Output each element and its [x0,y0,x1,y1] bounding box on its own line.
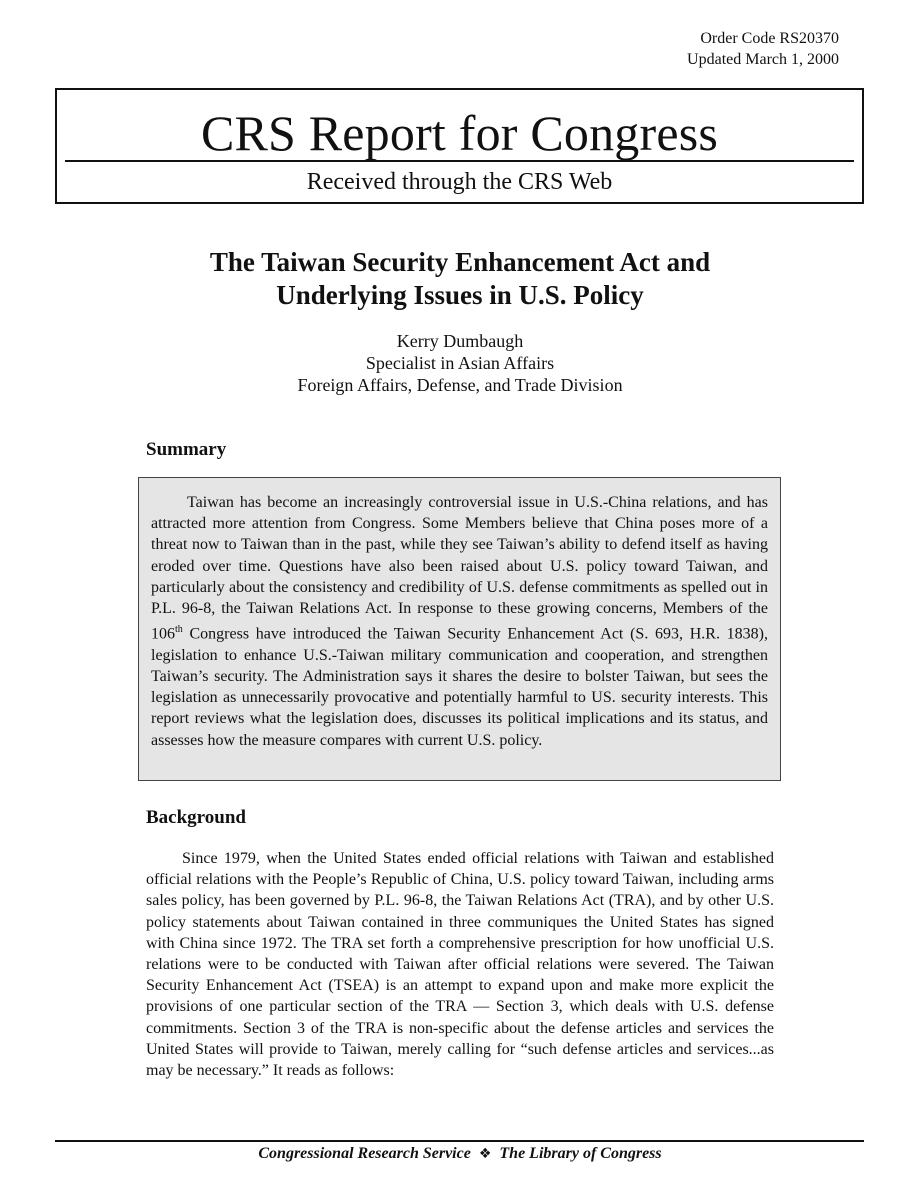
footer-library: The Library of Congress [499,1145,662,1162]
report-title [140,246,780,312]
background-heading: Background [146,807,246,828]
author-name: Kerry Dumbaugh [396,331,524,351]
header-divider [65,160,854,162]
author-division: Foreign Affairs, Defense, and Trade Division [297,375,623,395]
summary-heading: Summary [146,439,227,460]
order-code-block [687,28,839,70]
report-title-line1: The Taiwan Security Enhancement Act and [209,247,711,277]
author-block [140,330,780,396]
updated-date: Updated March 1, 2000 [687,51,839,68]
summary-paragraph [151,492,768,751]
footer-crs: Congressional Research Service [258,1145,471,1162]
order-code: Order Code RS20370 [700,30,839,47]
crs-report-title: CRS Report for Congress [200,105,719,161]
diamond-ornament-icon: ❖ [478,1146,492,1162]
footer-divider [55,1140,864,1142]
author-position: Specialist in Asian Affairs [365,353,555,373]
background-paragraph: Since 1979, when the United States ended official relations with Taiwan and established official relations with the People’s Republic of China, U.S. policy toward Taiwan, including arms sales policy, has been governed by P.L. 96-8, the Taiwan Relations Act (TRA), and by other U.S. policy statements about Taiwan contained in three communiques the United States has signed with China since 1972. The TRA set forth a comprehensive prescription for how unofficial U.S. relations were to be conducted with Taiwan after official relations were severed. The Taiwan Security Enhancement Act (TSEA) is an attempt to expand upon and make more explicit the provisions of one particular section of the TRA — Section 3, which deals with U.S. defense commitments. Section 3 of the TRA is non-specific about the defense articles and services the United States will provide to Taiwan, merely calling for “such defense articles and services...as may be necessary.” It reads as follows: [146,850,774,1080]
summary-text-part2: Congress have introduced the Taiwan Security Enhancement Act (S. 693, H.R. 1838), legislation to enhance U.S.-Taiwan military communication and cooperation, and strengthen Taiwan’s security. The Administration says it shares the desire to bolster Taiwan, but sees the legislation as unnecessarily provocative and potentially harmful to US. security interests. This report reviews what the legislation does, discusses its political implications and its status, and assesses how the measure compares with current U.S. policy. [151,625,768,749]
ordinal-superscript: th [175,624,183,636]
summary-text-part1: Taiwan has become an increasingly controversial issue in U.S.-China relations, and has attracted more attention from Congress. Some Members believe that China poses more of a threat now to Taiwan than in the past, while they see Taiwan’s ability to defend itself as having eroded over time. Questions have also been raised about U.S. policy toward Taiwan, and particularly about the consistency and credibility of U.S. defense commitments as spelled out in P.L. 96-8, the Taiwan Relations Act. In response to these growing concerns, Members of the 106 [151,494,768,643]
crs-header-box [55,88,864,204]
summary-box [138,477,781,781]
crs-report-subtitle: Received through the CRS Web [306,169,613,195]
report-title-line2: Underlying Issues in U.S. Policy [276,280,644,310]
footer [0,1143,920,1165]
